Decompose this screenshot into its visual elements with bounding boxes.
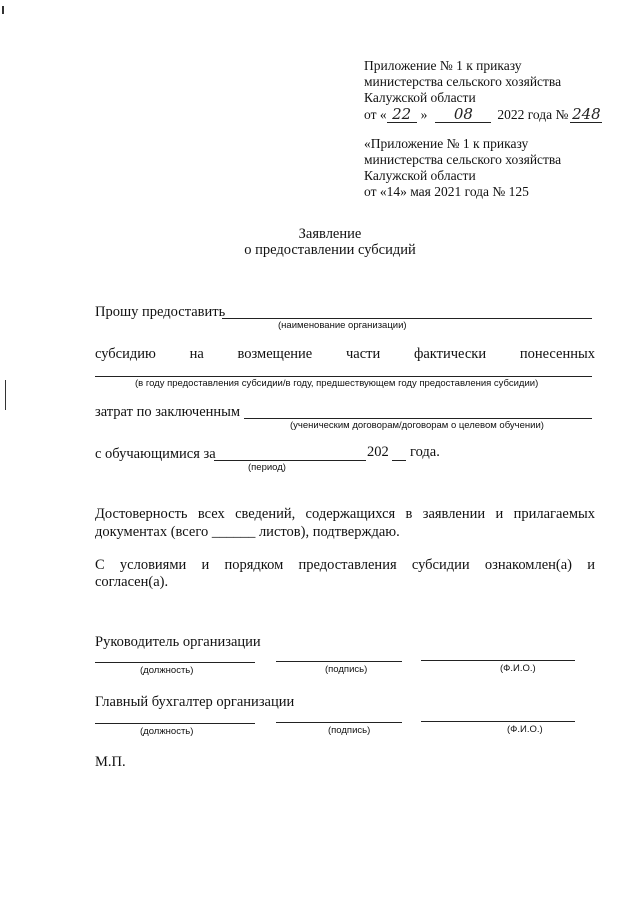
header-line-3: Калужской области (364, 90, 476, 105)
head-signature-caption: (подпись) (325, 664, 368, 675)
accountant-position-caption: (должность) (140, 726, 194, 737)
accountant-fio-caption: (Ф.И.О.) (507, 724, 543, 735)
head-position-blank[interactable] (95, 662, 255, 663)
reliability-statement: Достоверность всех сведений, содержащихся в заявлении и прилагаемых (95, 506, 595, 522)
scan-mark-top (2, 6, 4, 14)
word-na: на (189, 346, 204, 362)
head-position-caption: (должность) (140, 665, 194, 676)
subsidy-line (95, 346, 595, 363)
date-year-text: 2022 года № (497, 107, 569, 122)
request-label: Прошу предоставить (95, 304, 226, 320)
document-subtitle: о предоставлении субсидий (244, 242, 416, 258)
header2-line-1: «Приложение № 1 к приказу (364, 136, 529, 151)
year-word: года. (410, 444, 440, 460)
word-incurred: понесенных (519, 346, 595, 362)
header-line-1: Приложение № 1 к приказу (364, 58, 522, 73)
contracts-caption: (ученическим договорам/договорам о целевом обучении) (290, 420, 544, 431)
accountant-position-blank[interactable] (95, 723, 255, 724)
header-line-2: министерства сельского хозяйства (364, 74, 562, 89)
date-month-handwritten: 08 (435, 106, 491, 123)
period-blank[interactable] (214, 460, 366, 461)
header2-line-3: Калужской области (364, 168, 476, 183)
agreed-statement: согласен(а). (95, 574, 169, 590)
header2-line-4: от «14» мая 2021 года № 125 (364, 184, 529, 199)
accountant-signature-blank[interactable] (276, 722, 402, 723)
conditions-statement: С условиями и порядком предоставления субсидии ознакомлен(а) и (95, 557, 595, 573)
head-fio-blank[interactable] (421, 660, 575, 661)
subsidy-year-blank[interactable] (95, 376, 592, 377)
year-202: 202 (367, 444, 389, 460)
org-name-blank[interactable] (222, 318, 592, 319)
students-label: с обучающимися за (95, 446, 216, 462)
word-reimbursement: возмещение (237, 346, 313, 362)
word-part: части (345, 346, 381, 362)
seal-place-label: М.П. (95, 754, 126, 770)
word-subsidy: субсидию (95, 346, 156, 362)
date-close-quote: » (420, 107, 428, 122)
costs-label: затрат по заключенным (95, 404, 241, 420)
document-title: Заявление (298, 226, 362, 242)
header-date-line (364, 106, 602, 123)
org-name-caption: (наименование организации) (278, 320, 407, 331)
period-caption: (период) (248, 462, 286, 473)
header2-line-2: министерства сельского хозяйства (364, 152, 562, 167)
order-number-handwritten: 248 (572, 105, 601, 123)
accountant-signature-caption: (подпись) (328, 725, 371, 736)
accountant-fio-blank[interactable] (421, 721, 575, 722)
chief-accountant-label: Главный бухгалтер организации (95, 694, 295, 710)
documents-statement: документах (всего ______ листов), подтверждаю. (95, 524, 400, 540)
head-of-organization-label: Руководитель организации (95, 634, 261, 650)
scan-mark-left (5, 380, 6, 410)
contracts-blank[interactable] (244, 418, 592, 419)
year-digit-blank[interactable] (392, 460, 406, 461)
head-signature-blank[interactable] (276, 661, 402, 662)
head-fio-caption: (Ф.И.О.) (500, 663, 536, 674)
date-day-handwritten: 22 (387, 106, 417, 123)
date-prefix: от « (364, 107, 387, 122)
word-actually: фактически (413, 346, 487, 362)
year-caption: (в году предоставления субсидии/в году, предшествующем году предоставления субсидии) (135, 378, 539, 389)
